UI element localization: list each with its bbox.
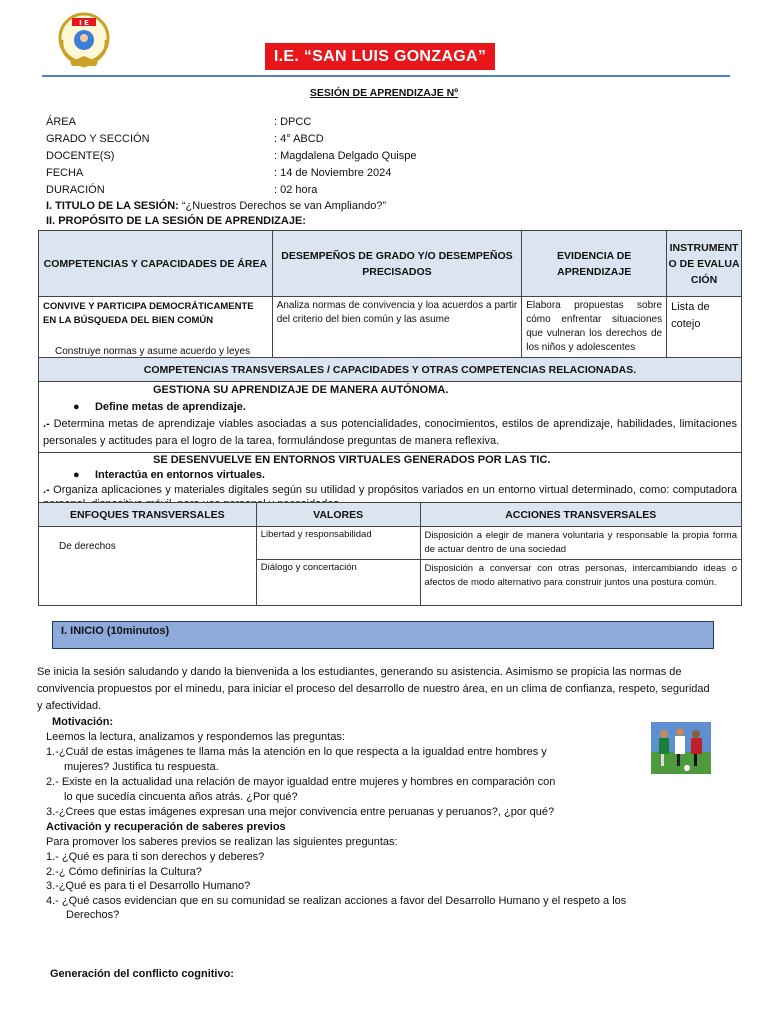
info-label-area: ÁREA	[46, 116, 76, 128]
activation-q4-cont: Derechos?	[66, 909, 120, 921]
transversal-1-text	[43, 416, 737, 450]
info-label-teacher: DOCENTE(S)	[46, 150, 115, 162]
info-label-grade: GRADO Y SECCIÓN	[46, 133, 150, 145]
session-topic-value: “¿Nuestros Derechos se van Ampliando?”	[178, 200, 387, 212]
approach-value-2: Diálogo y concertación	[256, 560, 420, 606]
header-actions: ACCIONES TRANSVERSALES	[420, 503, 742, 527]
competence-name: CONVIVE Y PARTICIPA DEMOCRÁTICAMENTE EN LA BÚSQUEDA DEL BIEN COMÚN	[43, 301, 254, 326]
transversal-2-description: Organiza aplicaciones y materiales digitales según su utilidad y propósitos variados en un entorno virtual determinado, como: computadora	[53, 484, 737, 496]
info-label-date: FECHA	[46, 167, 84, 179]
school-logo	[56, 10, 112, 70]
session-topic	[46, 200, 386, 212]
transversal-competence-1	[39, 382, 742, 453]
activation-q3: 3.-¿Qué es para ti el Desarrollo Humano?	[46, 880, 251, 892]
capacity-text: Construye normas y asume acuerdo y leyes	[55, 346, 251, 357]
soccer-players-image	[651, 722, 711, 774]
transversal-1-dash: .-	[43, 418, 50, 430]
motivation-title: Motivación:	[52, 716, 114, 728]
info-value-area: : DPCC	[274, 116, 312, 128]
inicio-section-label: I. INICIO (10minutos)	[61, 625, 170, 637]
logo-letters: I E	[79, 19, 89, 27]
motivation-q2-cont: lo que sucedía cincuenta años atrás. ¿Por qué?	[64, 791, 298, 803]
transversal-2-dash: .-	[43, 484, 50, 496]
motivation-lead: Leemos la lectura, analizamos y respondemos las preguntas:	[46, 731, 345, 743]
transversal-2-bullet-text: Interactúa en entornos virtuales.	[94, 469, 265, 481]
approach-table	[38, 502, 742, 606]
motivation-q1: 1.-¿Cuál de estas imágenes te llama más la atención en lo que respecta a la igualdad entre hombres y	[46, 746, 547, 758]
motivation-q3: 3.-¿Crees que estas imágenes expresan una mejor convivencia entre peruanas y peruanos?, ¿por qué?	[46, 806, 555, 818]
motivation-q2: 2.- Existe en la actualidad una relación de mayor igualdad entre mujeres y hombres en comparación con	[46, 776, 556, 788]
approach-action-1: Disposición a elegir de manera voluntaria y responsable la propia forma de actuar dentro de una sociedad	[420, 527, 742, 560]
inicio-intro: Se inicia la sesión saludando y dando la bienvenida a los estudiantes, generando su asistencia. Asimismo se propicia las normas de convivencia propuestos por el minedu, para iniciar el proceso del desarrollo de nuestro área, en un clima de confianza, respeto, seguridad y afectividad.	[37, 666, 710, 712]
inicio-section-bar	[52, 621, 714, 649]
activation-q4: 4.- ¿Qué casos evidencian que en su comunidad se realizan acciones a favor del Desarrollo Humano y el respeto a los	[46, 895, 627, 907]
motivation-q1-cont: mujeres? Justifica tu respuesta.	[64, 761, 219, 773]
activation-q1: 1.- ¿Qué es para ti son derechos y deberes?	[46, 851, 265, 863]
activation-q2: 2.-¿ Cómo definirías la Cultura?	[46, 866, 202, 878]
transversal-1-bullet-text: Define metas de aprendizaje.	[94, 401, 246, 413]
approach-action-2: Disposición a conversar con otras personas, intercambiando ideas o afectos de modo alternativo para construir juntos una postura común.	[420, 560, 742, 606]
session-topic-label: I. TITULO DE LA SESIÓN:	[46, 200, 179, 212]
activation-lead: Para promover los saberes previos se realizan las siguientes preguntas:	[46, 836, 398, 848]
purpose-table	[38, 230, 742, 514]
transversal-1-bullet: ● Define metas de aprendizaje.	[73, 401, 246, 413]
info-value-grade: : 4° ABCD	[274, 133, 324, 145]
conflict-title: Generación del conflicto cognitivo:	[50, 968, 234, 980]
info-label-duration: DURACIÓN	[46, 184, 105, 196]
header-instrument: INSTRUMENTO DE EVALUACIÓN	[667, 231, 742, 297]
header-competencies: COMPETENCIAS Y CAPACIDADES DE ÁREA	[39, 231, 273, 297]
instrument-text: Lista de cotejo	[667, 297, 742, 358]
info-value-duration: : 02 hora	[274, 184, 318, 196]
purpose-heading: II. PROPÓSITO DE LA SESIÓN DE APRENDIZAJE:	[46, 215, 306, 227]
evidence-text: Elabora propuestas sobre cómo enfrentar situaciones que vulneran los derechos de los niños y adolescentes	[522, 297, 667, 358]
session-title: SESIÓN DE APRENDIZAJE Nº	[309, 87, 459, 99]
competence-cell	[39, 297, 273, 358]
transversal-2-title: SE DESENVUELVE EN ENTORNOS VIRTUALES GENERADOS POR LAS TIC.	[153, 454, 551, 466]
transversal-1-description: Determina metas de aprendizaje viables asociadas a sus potencialidades, conocimientos, estilos de aprendizaje, habilidades, limitaciones personales y actitudes para el logro de la tarea, formulándose preguntas de manera reflexiva.	[43, 418, 737, 447]
transversal-1-title: GESTIONA SU APRENDIZAJE DE MANERA AUTÓNOMA.	[153, 384, 449, 396]
school-name-banner: I.E. “SAN LUIS GONZAGA”	[265, 43, 495, 70]
activation-title: Activación y recuperación de saberes previos	[46, 821, 286, 833]
transversal-heading: COMPETENCIAS TRANSVERSALES / CAPACIDADES Y OTRAS COMPETENCIAS RELACIONADAS.	[39, 358, 742, 382]
info-value-date: : 14 de Noviembre 2024	[274, 167, 392, 179]
approach-name: De derechos	[39, 527, 257, 606]
header-evidence: EVIDENCIA DE APRENDIZAJE	[522, 231, 667, 297]
info-value-teacher: : Magdalena Delgado Quispe	[274, 150, 417, 162]
approach-value-1: Libertad y responsabilidad	[256, 527, 420, 560]
performance-text: Analiza normas de convivencia y loa acuerdos a partir del criterio del bien común y las asume	[272, 297, 522, 358]
header-values: VALORES	[256, 503, 420, 527]
header-performances: DESEMPEÑOS DE GRADO Y/O DESEMPEÑOS PRECISADOS	[272, 231, 522, 297]
header-rule	[42, 75, 730, 77]
transversal-2-bullet: ● Interactúa en entornos virtuales.	[73, 469, 265, 481]
header-approaches: ENFOQUES TRANSVERSALES	[39, 503, 257, 527]
